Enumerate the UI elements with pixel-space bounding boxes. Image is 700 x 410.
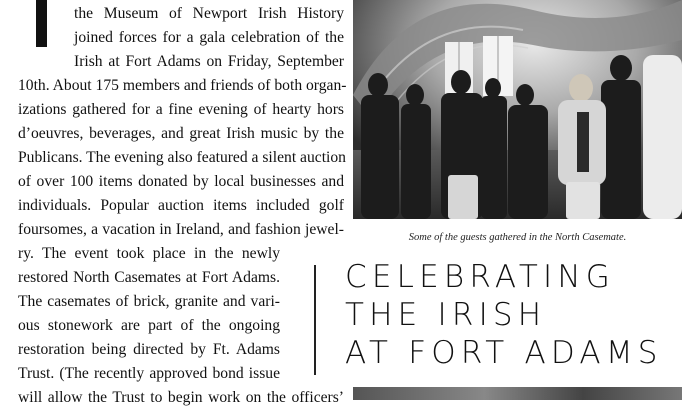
article-line: izations gathered for a fine evening of hearty hors <box>18 101 344 118</box>
headline-line-3: AT FORT ADAMS <box>345 335 663 371</box>
article-line: restoration being directed by Ft. Adams <box>18 341 280 358</box>
article-line: restored North Casemates at Fort Adams. <box>18 269 280 286</box>
article-line: The casemates of brick, granite and vari- <box>18 293 280 310</box>
photo-caption: Some of the guests gathered in the North Casemate. <box>408 232 627 243</box>
article-line: Publicans. The evening also featured a silent auction <box>18 149 346 166</box>
second-photo <box>353 387 682 400</box>
article-line: the Museum of Newport Irish History <box>74 5 344 22</box>
article-line: ry. The event took place in the newly <box>18 245 280 262</box>
article-line: joined forces for a gala celebration of the <box>74 29 344 46</box>
guests-photo <box>353 0 682 219</box>
article-line: foursomes, a vacation in Ireland, and fashion jewel- <box>18 221 344 238</box>
headline-line-1: CELEBRATING <box>345 259 615 295</box>
article-line: ous stonework are part of the ongoing <box>18 317 280 334</box>
article-line: d’oeuvres, beverages, and great Irish music by the <box>18 125 344 142</box>
article-line: individuals. Popular auction items included golf <box>18 197 344 214</box>
article-line: Trust. (The recently approved bond issue <box>18 365 280 382</box>
article-body <box>0 0 347 406</box>
article-line: of over 100 items donated by local businesses and <box>18 173 344 190</box>
headline <box>345 258 695 372</box>
headline-rule <box>314 265 316 375</box>
article-line: Irish at Fort Adams on Friday, September <box>74 53 344 70</box>
article-line: 10th. About 175 members and friends of both organ- <box>18 77 347 94</box>
headline-line-2: THE IRISH <box>345 297 547 333</box>
article-line: will allow the Trust to begin work on the officers’ <box>18 389 344 406</box>
